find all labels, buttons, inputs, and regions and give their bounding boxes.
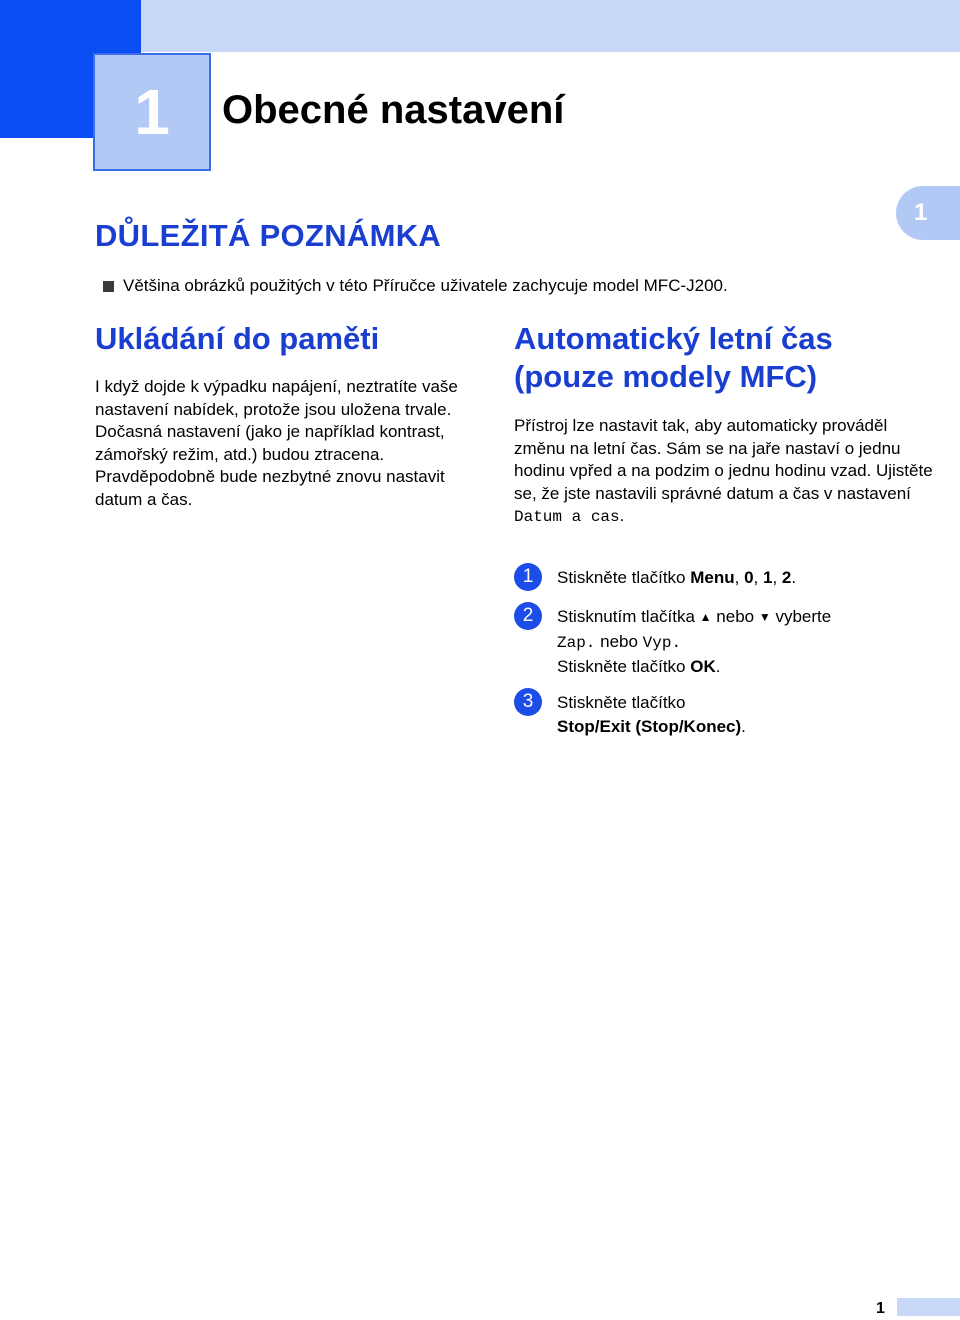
header-band-light [141,0,960,52]
step-number-2-icon: 2 [514,602,542,630]
daylight-saving-heading [514,320,833,396]
important-note-bullet [103,276,728,296]
square-bullet-icon [103,281,114,292]
step-2-text: Stisknutím tlačítka ▲ nebo ▼ vyberte Zap. nebo Vyp. Stiskněte tlačítko OK. [557,607,832,676]
step-number-3-icon: 3 [514,688,542,716]
key-0-label: 0 [744,568,754,587]
step-1 [514,566,796,591]
daylight-saving-heading-line2: (pouze modely MFC) [514,359,818,394]
step-2 [514,605,831,679]
step-3-text: Stiskněte tlačítko Stop/Exit (Stop/Konec). [557,693,746,736]
paragraph-end: . [619,506,625,526]
down-arrow-icon: ▼ [758,610,771,624]
daylight-saving-text: Přístroj lze nastavit tak, aby automaticky prováděl změnu na letní čas. Sám se na jaře nastaví o jednu hodinu vpřed a na podzim o jednu hodinu vzad. Ujistěte se, že jste nastavili správné datum a čas v nastavení [514,416,933,503]
important-note-text: Většina obrázků použitých v této Příručce uživatele zachycuje model MFC-J200. [123,276,728,295]
memory-storage-paragraph: I když dojde k výpadku napájení, neztratíte vaše nastavení nabídek, protože jsou uložena trvale. Dočasná nastavení (jako je například kontrast, zámořský režim, atd.) budou ztracena. Pravděpodobně bude nezbytné znovu nastavit datum a čas. [95,377,458,509]
option-off: Vyp. [642,633,682,652]
ok-key-label: OK [690,657,716,676]
page-number: 1 [876,1300,885,1317]
key-1-label: 1 [763,568,773,587]
memory-storage-heading: Ukládání do paměti [95,321,380,356]
chapter-number: 1 [134,76,170,148]
option-on: Zap. [557,633,596,652]
up-arrow-icon: ▲ [699,610,712,624]
chapter-title: Obecné nastavení [222,88,565,132]
key-2-label: 2 [781,568,792,587]
footer-band [897,1298,960,1316]
important-note-heading: DŮLEŽITÁ POZNÁMKA [95,218,442,253]
daylight-saving-paragraph [514,415,934,529]
step-number-1-icon: 1 [514,563,542,591]
stop-exit-key-label: Stop/Exit (Stop/Konec) [557,716,742,736]
chapter-number-box [93,53,211,171]
menu-key-label: Menu [690,568,735,587]
side-chapter-tab [896,186,960,240]
side-chapter-tab-number: 1 [914,199,928,226]
step-1-text: Stiskněte tlačítko Menu, 0, 1, 2. [557,568,797,587]
step-3 [514,691,746,738]
daylight-saving-heading-line1: Automatický letní čas [514,321,833,356]
date-time-setting-name: Datum a cas [514,508,620,527]
